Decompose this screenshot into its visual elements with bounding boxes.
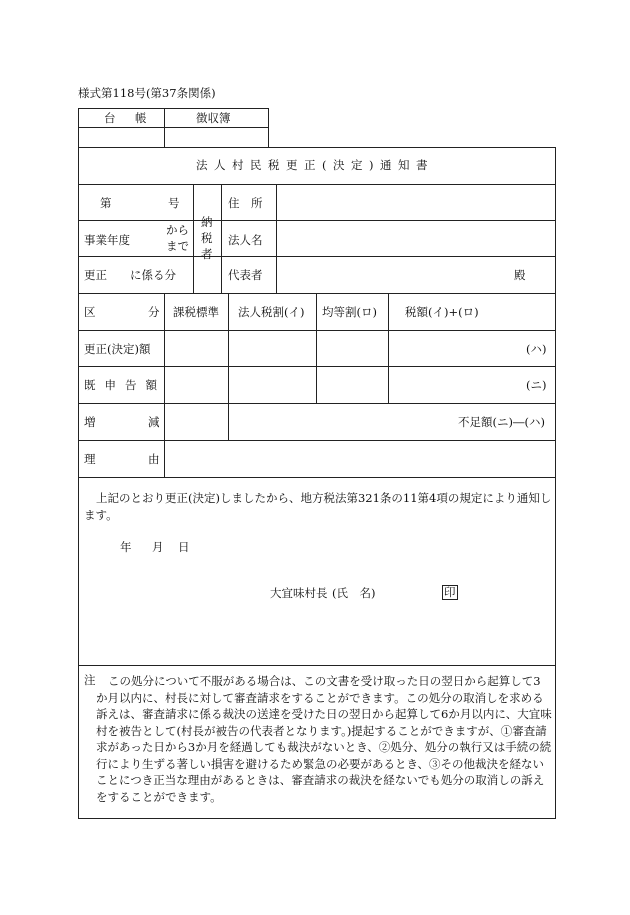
form-number: 様式第118号(第37条関係) xyxy=(78,86,216,100)
address-label: 住 所 xyxy=(228,196,263,210)
fiscal-year-from: から xyxy=(166,223,189,237)
date-year: 年 xyxy=(120,540,132,554)
row-reason-label: 理 xyxy=(84,452,96,466)
header-tax-amount: 税額(イ)+(ロ) xyxy=(405,305,479,319)
date-month: 月 xyxy=(152,540,164,554)
footnote-text: この処分について不服がある場合は、この文書を受け取った日の翌日から起算して3か月以内に、村長に対して審査請求をすることができます。この処分の取消しを求める訴えは、審査請求に係る裁決の送達を受けた日の翌日から起算して6か月以内に、大宜味村を被告として(村長が被告の代表者となります。)提起することができますが、①審査請求があった日から3か月を経過しても裁決がないとき、②処分、処分の執行又は手続の続行により生ずる著しい損害を避けるため緊急の必要があるとき、③その他裁決を経ないことにつき正当な理由があるときは、審査請求の裁決を経ないでも処分の取消しの訴えをすることができます。 xyxy=(96,674,552,804)
date-day: 日 xyxy=(178,540,190,554)
row-declared-label: 既申告額 xyxy=(84,378,166,392)
issuer-title: 大宜味村長 xyxy=(270,586,328,600)
row-reason-label-suffix: 由 xyxy=(148,452,160,466)
register-collection-label: 徴収簿 xyxy=(196,111,231,125)
row-correction-mark: (ハ) xyxy=(526,342,547,356)
row-change-label: 増 xyxy=(84,415,96,429)
issuer-name: (氏 名) xyxy=(332,586,376,600)
register-ledger-label: 台 帳 xyxy=(104,111,151,125)
number-label-suffix: 号 xyxy=(168,196,180,210)
row-change-label-suffix: 減 xyxy=(148,415,160,429)
row-declared-mark: (ニ) xyxy=(526,378,547,392)
notice-body: 上記のとおり更正(決定)しましたから、地方税法第321条の11第4項の規定により通知します。 xyxy=(84,491,552,522)
header-per-capita: 均等割(ロ) xyxy=(322,305,377,319)
header-tax-base: 課税標準 xyxy=(173,305,219,319)
category-label: 区 xyxy=(84,305,96,319)
fiscal-year-label: 事業年度 xyxy=(84,233,130,247)
row-correction-label: 更正(決定)額 xyxy=(84,342,151,356)
form-title: 法人村民税更正(決定)通知書 xyxy=(196,158,434,172)
row-change-note: 不足額(ニ)―(ハ) xyxy=(458,415,545,429)
number-label-first: 第 xyxy=(100,196,112,210)
honorific-dono: 殿 xyxy=(514,268,526,282)
correction-label: 更正 xyxy=(84,268,107,282)
fiscal-year-to: まで xyxy=(166,239,189,253)
footnote-mark: 注 xyxy=(84,673,96,687)
corporation-name-label: 法人名 xyxy=(228,233,263,247)
seal-stamp: 印 xyxy=(444,585,456,599)
representative-label: 代表者 xyxy=(228,268,263,282)
taxpayer-label: 納税者 xyxy=(201,215,213,261)
correction-portion-label: に係る分 xyxy=(130,268,176,282)
header-corporate-tax: 法人税割(イ) xyxy=(238,305,305,319)
category-label-suffix: 分 xyxy=(148,305,160,319)
